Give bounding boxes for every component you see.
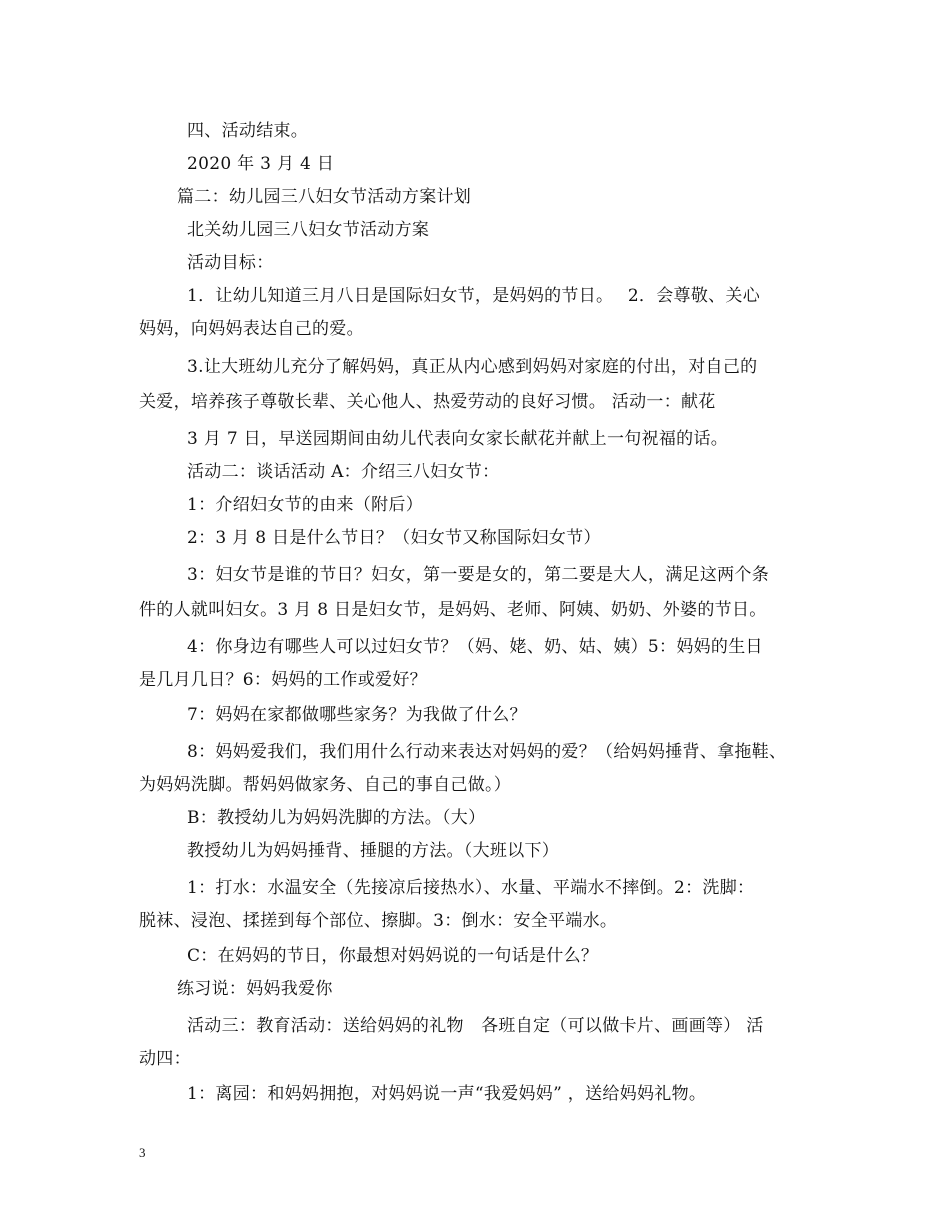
text-line: 1：介绍妇女节的由来（附后） [187,495,424,515]
text-line: 7：妈妈在家都做哪些家务？为我做了什么？ [187,705,527,725]
text-line: 北关幼儿园三八妇女节活动方案 [187,220,430,240]
text-line: 练习说：妈妈我爱你 [177,979,333,999]
text-line: 3 月 7 日，早送园期间由幼儿代表向女家长献花并献上一句祝福的话。 [187,429,729,449]
text-line: 8：妈妈爱我们，我们用什么行动来表达对妈妈的爱？（给妈妈捶背、拿拖鞋、 [187,742,787,762]
text-line: 1．让幼儿知道三月八日是国际妇女节，是妈妈的节日。 2．会尊敬、关心 [187,286,761,306]
text-line: 2020 年 3 月 4 日 [187,154,335,174]
text-line: 4：你身边有哪些人可以过妇女节？（妈、姥、奶、姑、姨）5：妈妈的生日 [187,637,763,657]
text-line: 关爱，培养孩子尊敬长辈、关心他人、热爱劳动的良好习惯。 活动一：献花 [139,392,716,412]
text-line: 是几月几日？6：妈妈的工作或爱好？ [139,670,427,690]
text-line: 活动二：谈话活动 A：介绍三八妇女节： [187,462,500,482]
text-line: 3.让大班幼儿充分了解妈妈，真正从内心感到妈妈对家庭的付出，对自己的 [187,357,758,377]
text-line: 为妈妈洗脚。帮妈妈做家务、自己的事自己做。） [139,775,512,795]
text-line: 动四： [139,1049,191,1069]
text-line: 件的人就叫妇女。3 月 8 日是妇女节，是妈妈、老师、阿姨、奶奶、外婆的节日。 [139,600,767,620]
text-line: 篇二：幼儿园三八妇女节活动方案计划 [177,187,472,207]
text-line: 1：打水：水温安全（先接凉后接热水）、水量、平端水不摔倒。2：洗脚： [187,878,755,898]
text-line: 3：妇女节是谁的节日？妇女，第一要是女的，第二要是大人，满足这两个条 [187,565,770,585]
text-line: 1：离园：和妈妈拥抱，对妈妈说一声“我爱妈妈” ，送给妈妈礼物。 [187,1084,707,1104]
text-line: 2：3 月 8 日是什么节日？（妇女节又称国际妇女节） [187,528,601,548]
text-line: C：在妈妈的节日，你最想对妈妈说的一句话是什么？ [187,946,599,966]
text-line: B：教授幼儿为妈妈洗脚的方法。（大） [187,808,486,828]
text-line: 教授幼儿为妈妈捶背、捶腿的方法。（大班以下） [187,841,560,861]
text-line: 活动目标： [187,253,274,273]
text-line: 脱袜、浸泡、揉搓到每个部位、擦脚。3：倒水：安全平端水。 [139,911,618,931]
page-number: 3 [139,1145,146,1160]
text-line: 四、活动结束。 [187,121,309,141]
text-line: 妈妈，向妈妈表达自己的爱。 [139,319,364,339]
text-line: 活动三：教育活动：送给妈妈的礼物 各班自定（可以做卡片、画画等） 活 [187,1016,764,1036]
